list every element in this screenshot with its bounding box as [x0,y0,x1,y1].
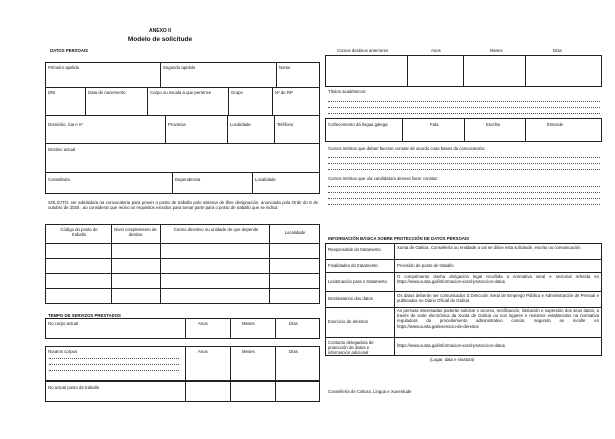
divider [45,243,320,244]
previous-posts-header: Cursos destinos anteriores [337,48,389,53]
months-label: Meses [242,349,255,354]
divider [45,87,320,88]
divider [230,318,231,339]
dotted-line [328,101,600,102]
dependency-label: Dependencia [175,177,201,182]
current-corps-box [45,318,320,339]
recipients-label: Destinatarios dos datos [328,296,373,301]
dotted-line [49,370,179,371]
dotted-line [328,169,600,170]
divider [165,115,166,143]
divider [275,318,276,339]
divider [185,318,186,339]
divider [230,346,231,381]
divider [185,346,186,381]
rights-value: As persoas interesadas poderán solicitar o acceso, rectificación, limitación e supresión dos seus datos, a través de sede electrónica da Xunta de Galicia ou nos lugares e rexistros establecidos na normativa reguladora do procedemento administrativo común, segundo se recolle en https://www.xunta.gal/exercicio-de-dereitos [397,308,599,329]
previous-days-header: Días [553,48,562,53]
legitimation-value: O cumprimento dunha obrigación legal recoñida a normativa xeral e sectorial referida en https://www.xunta.gal/informacion-xeral-proteccion-datos [397,274,599,285]
services-heading: TEMPO DE SERVIZOS PRESTADOS [48,313,121,318]
divider [525,55,526,87]
divider [525,118,526,142]
divider [227,115,228,143]
divider [464,118,465,142]
second-surname-label: Segundo apelido [163,65,196,70]
divider [160,62,161,87]
purpose-label: Finalidades do tratamento [328,263,378,268]
divider [45,273,320,274]
dotted-line [328,192,600,193]
galician-language-label: Coñecemento da lingua galega [328,122,388,127]
divider [275,346,276,381]
dotted-line [328,113,600,114]
current-post-service-label: No actual posto de traballo [48,385,100,390]
years-label: Anos [198,321,208,326]
dpo-contact-label: Contacto delegado/a de protección de datos e información adicional [328,340,374,356]
speaks-label: Fala [430,122,439,127]
dotted-line [328,204,600,205]
purpose-value: Provisión de posto de traballo [397,263,454,268]
days-label: Días [289,349,298,354]
divider [228,87,229,115]
corps-label: Corpo ou escala a que pertence [150,90,212,95]
other-corps-label: Noutros corpos [48,349,78,354]
request-statement: SOLICITO: ser admitido/a na convocatoria para prover o posto de traballo polo sistema de libre designación, anunciada pola Orde do 8 de outubro de 2025 , ao considerar que reúno os requisitos exixidos para tomar parte para o posto de traballo que se indica: [48,200,318,211]
phone-label: Teléfono [277,122,294,127]
dotted-line [328,186,600,187]
divider [185,381,186,402]
divider [45,115,320,116]
controller-label: Responsable do tratamento [328,247,381,252]
understands-label: Entende [547,122,564,127]
personal-data-box [45,62,320,194]
divider [407,55,408,87]
divider [172,172,173,194]
birthdate-label: Data de nacemento [88,90,126,95]
divider [275,381,276,402]
recipients-value: Os datos deberán ser comunicados á Dirección Xeral de Emprego Público e Administración de Persoal e publicados no Diario Oficial de Galicia [397,293,599,304]
place-date-signature: (Lugar, data e sinatura) [430,357,475,362]
group-label: Grupo [231,90,243,95]
province-label: Provincia [168,122,186,127]
previous-months-header: Meses [490,48,503,53]
dotted-line [328,157,600,158]
divider [325,259,602,260]
dotted-line [328,107,600,108]
data-protection-heading: INFORMACIÓN BÁSICA SOBRE PROTECCIÓN DE DATOS PERSOAIS [328,236,470,241]
divider [147,87,148,115]
level-header: Nivel complemento de destino [114,227,157,238]
dni-label: DNI [48,90,56,95]
academic-titles-label: Títulos académicos: [328,89,367,94]
divider [269,224,270,304]
first-surname-label: Primeiro apelido [48,65,80,70]
annex-label: ANEXO II [149,28,171,34]
divider [85,87,86,115]
years-label: Anos [198,349,208,354]
divider [160,224,161,304]
divider [45,288,320,289]
divider [325,272,602,273]
divider [45,258,320,259]
current-corps-label: No corpo actual [48,321,79,326]
divider [402,118,403,142]
divider [325,337,602,338]
name-label: Nome [279,65,291,70]
legitimation-label: Lexitimación para o tratamento [328,279,387,284]
divider [45,143,320,144]
directive-center-header: Centro directivo ou unidade de que depende [173,227,259,232]
dotted-line [328,198,600,199]
nrp-label: Nº de RP [275,90,293,95]
writes-label: Escribe [486,122,501,127]
locality2-label: Localidade [255,177,276,182]
divider [230,381,231,402]
previous-years-header: Anos [431,48,441,53]
divider [252,172,253,194]
dotted-line [49,358,179,359]
controller-value: Xunta de Galicia. Consellería ou entidade a cal se dirixe esta solicitude, escrito ou comunicación [397,245,581,250]
months-label: Meses [242,321,255,326]
divider [272,87,273,115]
post-code-header: Código do posto de traballo [60,227,98,238]
form-title: Modelo de solicitude [127,36,193,43]
dpo-contact-value: https://www.xunta.gal/informacion-xeral-proteccion-datos [397,343,505,348]
locality-label: Localidade [230,122,251,127]
department-label: Consellaría [48,177,70,182]
personal-data-heading: DATOS PERSOAIS [50,48,89,53]
merit-courses-label: Cursos méritos que deban facerse constar de acordo coas bases da convocatoria: [328,146,485,151]
divider [463,55,464,87]
candidate-courses-label: Cursos méritos que o/a candidato/a desexe facer constar: [328,176,439,181]
locality-header: Localidade [284,230,306,235]
days-label: Días [289,321,298,326]
rights-label: Exercicio de dereitos [328,319,368,324]
divider [325,291,602,292]
divider [274,115,275,143]
current-post-label: Destino actual [48,147,76,152]
dotted-line [49,364,179,365]
address-label: Domicilio, rúa e nº [48,122,83,127]
divider [45,172,320,173]
ministry-footer: Consellería de Cultura, Lingua e Xuventude [328,389,412,394]
divider [276,62,277,87]
dotted-line [328,163,600,164]
